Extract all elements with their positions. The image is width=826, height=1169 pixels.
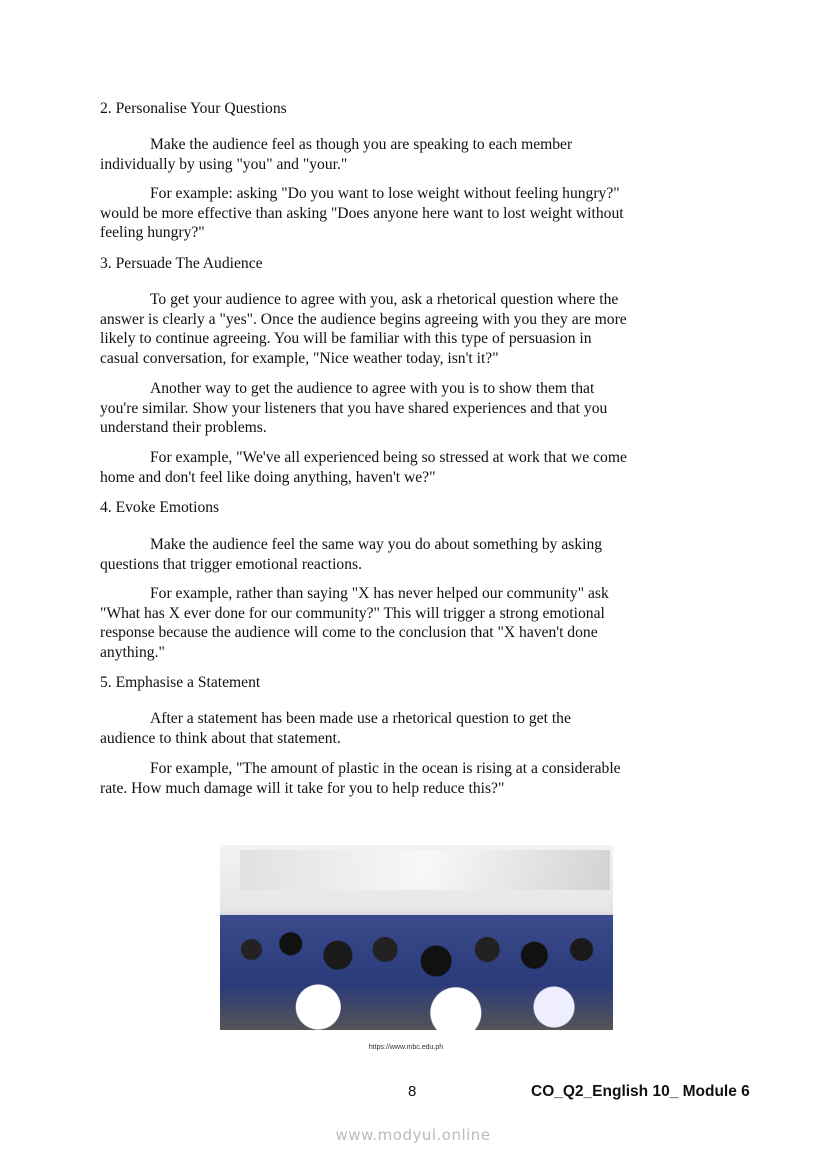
paragraph: For example: asking "Do you want to lose weight without feeling hungry?" would be more effective than asking "Does anyone here want to lost weight without feeling hungry?": [100, 185, 624, 241]
paragraph: For example, "We've all experienced being so stressed at work that we come home and don't feel like doing anything, haven't we?": [100, 449, 627, 486]
section-3-heading: 3. Persuade The Audience: [100, 255, 263, 272]
paragraph: Another way to get the audience to agree with you is to show them that you're similar. Show your listeners that you have shared experiences and that you understand their problems.: [100, 380, 608, 436]
paragraph: For example, "The amount of plastic in the ocean is rising at a considerable rate. How much damage will it take for you to help reduce this?": [100, 760, 621, 797]
section-5-heading: 5. Emphasise a Statement: [100, 674, 261, 691]
page-number: 8: [408, 1083, 417, 1100]
photo-audience: [220, 915, 613, 1030]
photo-ceiling: [240, 850, 610, 890]
watermark: www.modyul.online: [335, 1126, 491, 1144]
paragraph: To get your audience to agree with you, ask a rhetorical question where the answer is clearly a "yes". Once the audience begins agreeing with you they are more likely to continue agreeing. You will be familiar with this type of persuasion in casual conversation, for example, "Nice weather today, isn't it?": [100, 291, 627, 367]
classroom-audience-photo: [220, 845, 613, 1030]
paragraph: For example, rather than saying "X has never helped our community" ask "What has X ever done for our community?" This will trigger a strong emotional response because the audience will come to the conclusion that "X haven't done anything.": [100, 585, 609, 661]
paragraph: After a statement has been made use a rhetorical question to get the audience to think about that statement.: [100, 710, 571, 747]
section-2-heading: 2. Personalise Your Questions: [100, 100, 287, 117]
paragraph: Make the audience feel as though you are speaking to each member individually by using "you" and "your.": [100, 136, 573, 173]
module-label: CO_Q2_English 10_ Module 6: [531, 1083, 750, 1100]
section-4-heading: 4. Evoke Emotions: [100, 499, 220, 516]
paragraph: Make the audience feel the same way you do about something by asking questions that trigger emotional reactions.: [100, 536, 603, 573]
image-caption: https://www.mbc.edu.ph: [368, 1044, 444, 1051]
